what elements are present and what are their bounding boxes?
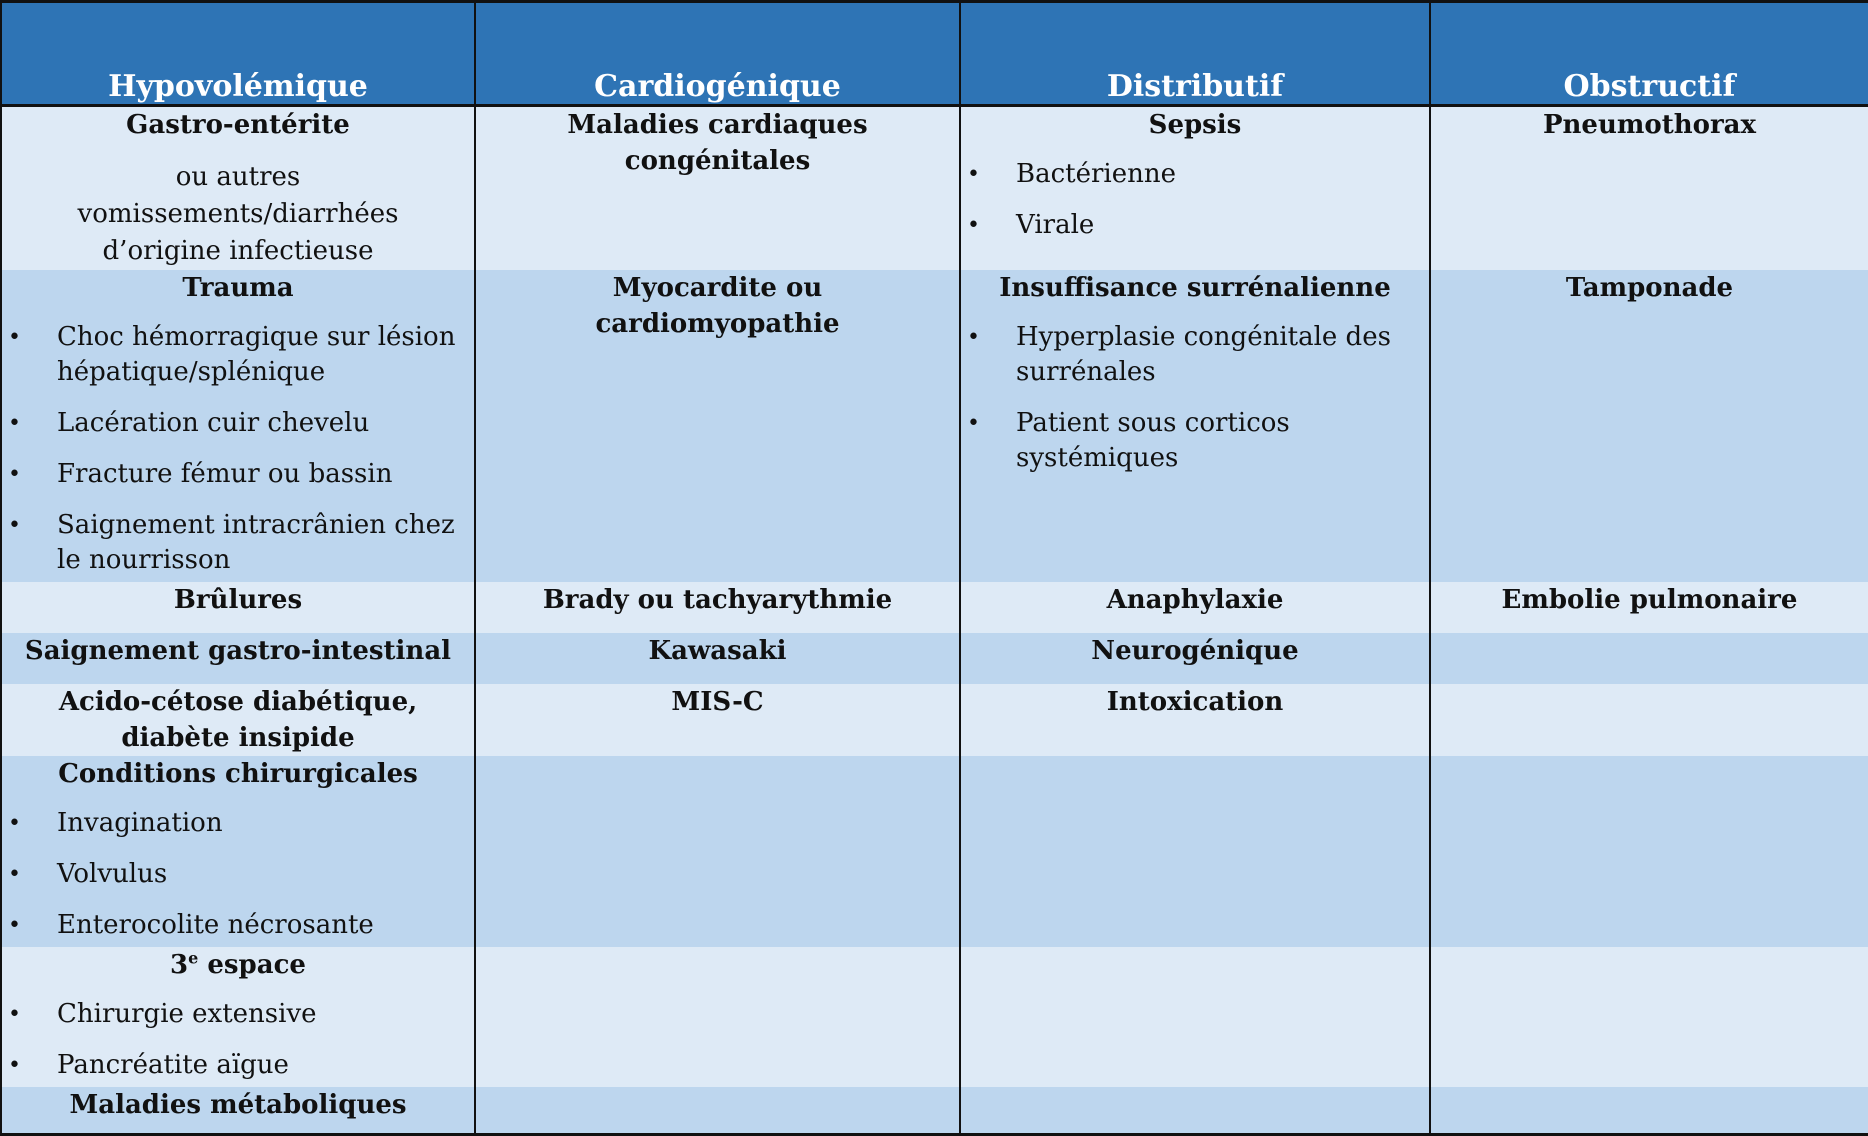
- list-item-text: Virale: [1016, 210, 1095, 240]
- cell-cardiogenique: [475, 270, 960, 582]
- bullet-icon: •: [8, 462, 21, 487]
- bullet-icon: •: [8, 411, 21, 436]
- list-item-text: Saignement intracrânien chez le nourrisson: [57, 510, 455, 575]
- bullet-list: [2, 320, 474, 578]
- cell-distributif: [960, 947, 1430, 1087]
- cell-title: Gastro-entérite: [126, 110, 350, 140]
- list-item: [2, 406, 474, 441]
- bullet-icon: •: [967, 162, 980, 187]
- cell-title: Insuffisance surrénalienne: [999, 273, 1391, 303]
- list-item-text: Chirurgie extensive: [57, 999, 317, 1029]
- cell-title: MIS-C: [671, 687, 764, 717]
- bullet-icon: •: [8, 862, 21, 887]
- list-item: [2, 806, 474, 841]
- table-row: [1, 270, 1868, 582]
- header-cardiogenique: Cardiogénique: [475, 2, 960, 106]
- cell-obstructif: [1430, 106, 1868, 271]
- cell-title: Brûlures: [173, 585, 303, 615]
- cell-title: Brady ou tachyarythmie: [542, 585, 893, 615]
- cell-title: [2, 947, 474, 983]
- cell-obstructif: [1430, 582, 1868, 633]
- bullet-list: [961, 320, 1429, 476]
- table-row: [1, 756, 1868, 947]
- cell-distributif: [960, 270, 1430, 582]
- list-item: [2, 857, 474, 892]
- bullet-icon: •: [967, 411, 980, 436]
- list-item-text: Fracture fémur ou bassin: [57, 459, 393, 489]
- cell-distributif: [960, 684, 1430, 756]
- cell-cardiogenique: [475, 106, 960, 271]
- cell-title: Saignement gastro-intestinal: [24, 636, 452, 666]
- cell-obstructif: [1430, 684, 1868, 756]
- cell-title: Maladies métaboliques: [69, 1090, 407, 1120]
- cell-distributif: [960, 106, 1430, 271]
- table-row: [1, 633, 1868, 684]
- header-distributif: Distributif: [960, 2, 1430, 106]
- cell-obstructif: [1430, 270, 1868, 582]
- list-item-text: Bactérienne: [1016, 159, 1177, 189]
- cell-hypovolemique: [1, 633, 475, 684]
- bullet-list: [2, 806, 474, 943]
- cell-cardiogenique: [475, 633, 960, 684]
- cell-cardiogenique: [475, 582, 960, 633]
- list-item: [2, 1048, 474, 1083]
- cell-title: Embolie pulmonaire: [1501, 585, 1798, 615]
- cell-cardiogenique: [475, 684, 960, 756]
- list-item-text: Lacération cuir chevelu: [57, 408, 370, 438]
- bullet-icon: •: [967, 213, 980, 238]
- list-item-text: Volvulus: [57, 859, 168, 889]
- cell-title: Maladies cardiaques congénitales: [567, 110, 868, 176]
- bullet-list: [961, 157, 1429, 243]
- list-item-text: Choc hémorragique sur lésion hépatique/splénique: [57, 322, 456, 387]
- list-item-text: Pancréatite aïgue: [57, 1050, 289, 1080]
- bullet-list: [2, 997, 474, 1083]
- cell-hypovolemique: [1, 756, 475, 947]
- table-row: [1, 947, 1868, 1087]
- title-text: espace: [198, 950, 306, 980]
- list-item: [2, 508, 474, 578]
- cell-title: Conditions chirurgicales: [58, 759, 418, 789]
- list-item: [2, 320, 474, 390]
- table-row: [1, 106, 1868, 271]
- title-number: 3: [170, 950, 189, 980]
- cell-hypovolemique: [1, 270, 475, 582]
- list-item-text: Enterocolite nécrosante: [57, 910, 374, 940]
- cell-obstructif: [1430, 756, 1868, 947]
- list-item-text: Patient sous corticos systémiques: [1016, 408, 1290, 473]
- bullet-icon: •: [967, 325, 980, 350]
- title-superscript: e: [188, 948, 199, 968]
- cell-title: Myocardite ou cardiomyopathie: [595, 273, 840, 339]
- header-row: [1, 2, 1868, 106]
- bullet-icon: •: [8, 325, 21, 350]
- cell-title: Acido-cétose diabétique, diabète insipide: [58, 687, 418, 753]
- list-item: [961, 157, 1429, 192]
- bullet-icon: •: [8, 513, 21, 538]
- header-hypovolemique: Hypovolémique: [1, 2, 475, 106]
- cell-hypovolemique: [1, 684, 475, 756]
- bullet-icon: •: [8, 913, 21, 938]
- cell-distributif: [960, 633, 1430, 684]
- cell-distributif: [960, 582, 1430, 633]
- cell-title: Tamponade: [1565, 273, 1734, 303]
- header-obstructif: Obstructif: [1430, 2, 1868, 106]
- cell-obstructif: [1430, 947, 1868, 1087]
- cell-cardiogenique: [475, 756, 960, 947]
- cell-cardiogenique: [475, 947, 960, 1087]
- list-item: [961, 208, 1429, 243]
- list-item: [2, 908, 474, 943]
- cell-title: Sepsis: [1148, 110, 1242, 140]
- cell-title: Trauma: [182, 273, 294, 303]
- table-row: [1, 582, 1868, 633]
- cell-obstructif: [1430, 633, 1868, 684]
- cell-title: Pneumothorax: [1542, 110, 1757, 140]
- list-item: [961, 320, 1429, 390]
- cell-hypovolemique: [1, 947, 475, 1087]
- list-item-text: Hyperplasie congénitale des surrénales: [1016, 322, 1391, 387]
- bullet-icon: •: [8, 1002, 21, 1027]
- list-item: [961, 406, 1429, 476]
- cell-hypovolemique: [1, 582, 475, 633]
- list-item: [2, 457, 474, 492]
- cell-title: Anaphylaxie: [1106, 585, 1284, 615]
- list-item-text: Invagination: [57, 808, 223, 838]
- table-row: [1, 684, 1868, 756]
- cell-title: Kawasaki: [648, 636, 787, 666]
- bullet-icon: •: [8, 811, 21, 836]
- cell-distributif: [960, 756, 1430, 947]
- bullet-icon: •: [8, 1053, 21, 1078]
- list-item: [2, 997, 474, 1032]
- cell-hypovolemique: [1, 106, 475, 271]
- cell-note: ou autres vomissements/diarrhées d’origine infectieuse: [77, 162, 399, 266]
- cell-title: Neurogénique: [1091, 636, 1299, 666]
- cell-title: Intoxication: [1106, 687, 1284, 717]
